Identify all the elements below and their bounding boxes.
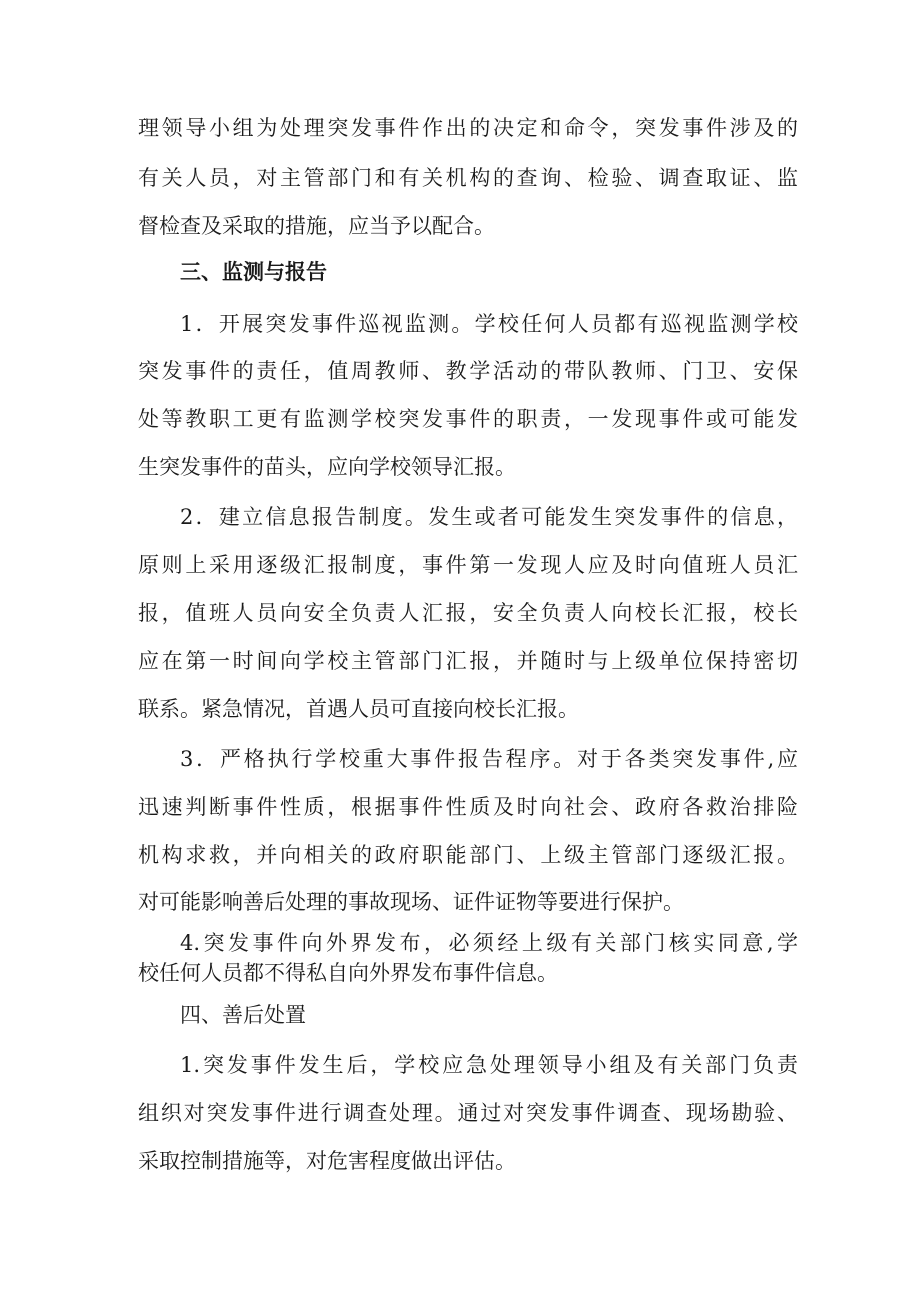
paragraph-line: 生突发事件的苗头，应向学校领导汇报。 [138, 455, 516, 479]
section-heading-aftermath: 四、善后处置 [180, 1003, 306, 1027]
paragraph-line: 组织对突发事件进行调查处理。通过对突发事件调查、现场勘验、 [138, 1101, 798, 1125]
paragraph-line: 采取控制措施等，对危害程度做出评估。 [138, 1149, 516, 1173]
paragraph-line: 3．严格执行学校重大事件报告程序。对于各类突发事件,应 [180, 747, 798, 771]
paragraph-line: 督检查及采取的措施，应当予以配合。 [138, 214, 495, 238]
paragraph-line: 处等教职工更有监测学校突发事件的职责，一发现事件或可能发 [138, 407, 798, 431]
paragraph-line: 应在第一时间向学校主管部门汇报，并随时与上级单位保持密切 [138, 649, 798, 673]
paragraph-line: 理领导小组为处理突发事件作出的决定和命令，突发事件涉及的 [138, 116, 798, 140]
paragraph-line: 1.突发事件发生后，学校应急处理领导小组及有关部门负责 [180, 1053, 798, 1077]
paragraph-line: 1．开展突发事件巡视监测。学校任何人员都有巡视监测学校 [180, 312, 798, 336]
paragraph-line: 校任何人员都不得私自向外界发布事件信息。 [138, 961, 558, 985]
paragraph-line: 原则上采用逐级汇报制度，事件第一发现人应及时向值班人员汇 [138, 553, 798, 577]
paragraph-line: 迅速判断事件性质，根据事件性质及时向社会、政府各救治排险 [138, 795, 798, 819]
paragraph-line: 4.突发事件向外界发布，必须经上级有关部门核实同意,学 [180, 931, 798, 955]
paragraph-line: 对可能影响善后处理的事故现场、证件证物等要进行保护。 [138, 890, 684, 914]
paragraph-line: 突发事件的责任，值周教师、教学活动的带队教师、门卫、安保 [138, 359, 798, 383]
paragraph-line: 2．建立信息报告制度。发生或者可能发生突发事件的信息， [180, 505, 798, 529]
paragraph-line: 报，值班人员向安全负责人汇报，安全负责人向校长汇报，校长 [138, 601, 798, 625]
section-heading-monitoring: 三、监测与报告 [180, 260, 327, 284]
paragraph-line: 联系。紧急情况，首遇人员可直接向校长汇报。 [138, 697, 579, 721]
paragraph-line: 有关人员，对主管部门和有关机构的查询、检验、调查取证、监 [138, 166, 798, 190]
paragraph-line: 机构求救，并向相关的政府职能部门、上级主管部门逐级汇报。 [138, 843, 798, 867]
